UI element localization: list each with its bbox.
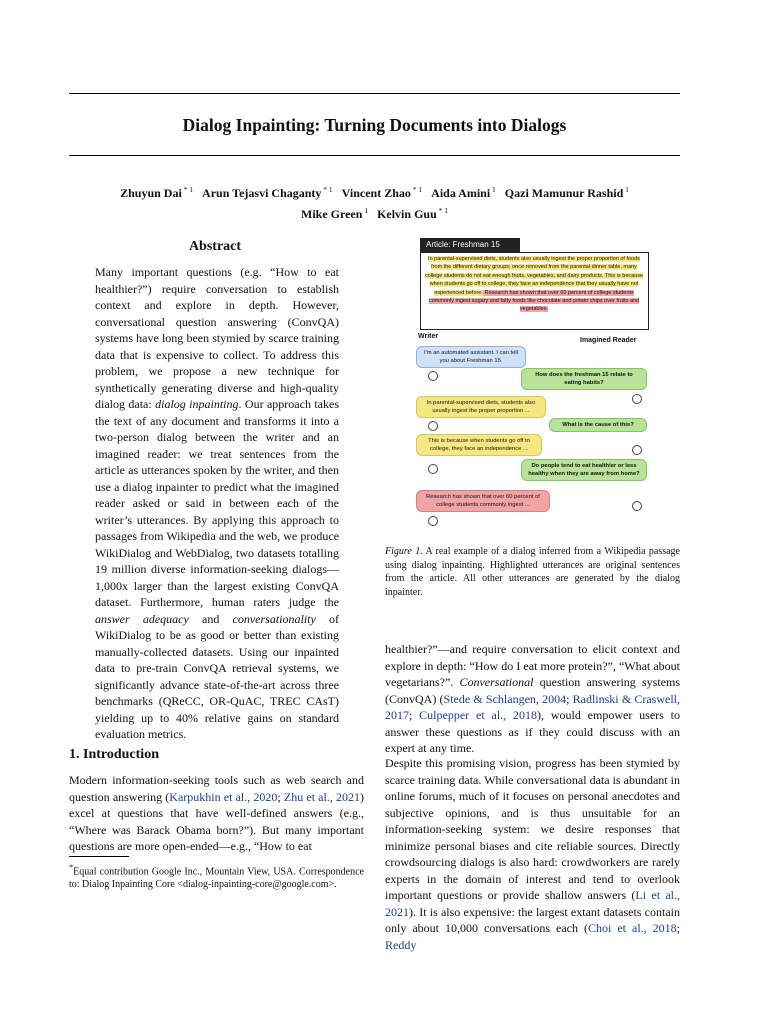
reader-label: Imagined Reader (580, 337, 637, 344)
affiliation-mark: 1 (362, 206, 369, 215)
intro-text-1: Modern information-seeking tools such as web search and question answering ( (69, 773, 364, 804)
citation-link[interactable]: Zhu et al., 2021 (283, 789, 360, 804)
author-name: Mike Green (301, 207, 363, 221)
article-sentence-1: In parental-supervised diets, students also usually ingest the proper proportion of foods from the different dietary groups; once removed from the parental dinner table, many college students do not eat enough fruits, vegetables, and dairy products. (424, 256, 640, 279)
reader-question-2: What is the cause of this? (549, 418, 647, 432)
abstract-emph-dialog-inpainting: dialog inpainting (155, 397, 239, 411)
right-text-2: question answering systems (ConvQA) ( (385, 675, 680, 706)
writer-utterance-3: This is because when students go off to college, they face an independence ... (416, 434, 542, 456)
top-rule (69, 93, 680, 94)
citation-link[interactable]: Choi et al., 2018 (587, 921, 677, 935)
right-text-7: ). It is also expensive: the largest extant datasets contain only about 10,000 conversations each ( (385, 904, 680, 935)
article-sentence-3: Research has shown that over 60 percent of college students commonly ingest sugary and fatty foods like chocolate and potato chips over fruits and vegetables. (428, 289, 640, 313)
abstract-text-4: of WikiDialog to be as good or better than existing manually-collected datasets. Using our inpainted data to pre-train ConvQA retrieval systems, we significantly advance state-of-the-art across three benchmarks (QReCC, OR-QuAC, TREC CAsT) yielding up to 40% relative gains on standard evaluation metrics. (95, 611, 339, 741)
right-text-3: ; (566, 691, 573, 706)
right-text-1: healthier?”—and require conversation to elicit context and explore in depth: “How do I eat more protein?”, “What about vegetarians?”. (385, 642, 680, 689)
abstract-heading: Abstract (188, 239, 242, 254)
author-name: Vincent Zhao (341, 186, 411, 200)
right-text-5: ), would empower users to answer these questions as if they could discuss with an expert at any time. (385, 708, 680, 755)
figure-caption (385, 545, 680, 599)
writer-label: Writer (418, 333, 439, 340)
right-paragraph-2 (385, 755, 680, 953)
author-name: Aida Amini (431, 186, 491, 200)
citation-link[interactable]: Radlinski & Craswell, 2017 (385, 691, 681, 722)
abstract-text-1: Many important questions (e.g. “How to eat healthier?”) require conversation to establish context and explore in depth. However, conversational question answering (ConvQA) systems have long been stymied by scarce training data that is expensive to collect. To address this problem, we propose a new technique for synthetically generating diverse and high-quality dialog data: (95, 265, 339, 411)
abstract-text-3: and (188, 611, 233, 626)
affiliation-mark: 1 (623, 185, 629, 194)
affiliation-mark: * 1 (410, 185, 423, 194)
author-line-2 (69, 202, 680, 223)
affiliation-mark: 1 (490, 185, 496, 194)
writer-avatar-icon (428, 464, 438, 474)
reader-question-3: Do people tend to eat healthier or less healthy when they are away from home? (521, 459, 647, 481)
reader-question-1: How does the freshman 15 relate to eating habits? (521, 368, 647, 390)
right-text-4: ; (409, 708, 420, 722)
footnote-rule (69, 856, 129, 857)
right-text-8: ; (676, 921, 680, 935)
right-emph-conversational: Conversational (459, 675, 534, 689)
figure-1 (412, 238, 650, 538)
title-bottom-rule (69, 155, 680, 156)
abstract-text-2: . Our approach takes the text of any document and transforms it into a two-person dialog between the writer and an imagined reader: we treat sentences from the article as utterances spoken by the writer, and then use a dialog inpainter to predict what the imagined reader asked or said in between each of the writer’s utterances. By applying this approach to passages from Wikipedia and the web, we produce WikiDialog and WebDialog, two datasets totalling 19 million diverse information-seeking dialogs—1,000x larger than the largest existing ConvQA dataset. Furthermore, human raters judge the (95, 397, 339, 609)
caption-text: A real example of a dialog inferred from a Wikipedia passage using dialog inpainting. Highlighted utterances are original sentences from the article. All other utterances are generated by the dialog inpainter. (385, 546, 680, 598)
intro-text-3: ) excel at questions that have well-defined answers (e.g., “Where was Barack Obama born?”). But many important questions are more open-ended—e.g., “How to eat (69, 789, 364, 853)
affiliation-mark: * 1 (321, 185, 333, 194)
intro-paragraph (69, 772, 364, 855)
footnote-text: Equal contribution Google Inc., Mountain View, USA. Correspondence to: Dialog Inpainting Core <dialog-inpainting-core@google.com>. (69, 866, 364, 891)
writer-avatar-icon (428, 421, 438, 431)
citation-link[interactable]: Karpukhin et al., 2020 (169, 789, 278, 804)
footnote-star-mark: * (69, 863, 74, 872)
abstract-text (95, 264, 339, 743)
affiliation-mark: * 1 (181, 185, 194, 194)
citation-link[interactable]: Culpepper et al., 2018 (419, 708, 537, 722)
article-sentence-2: This is because when students go off to college, they face an independence that they usually have not experienced before. (429, 272, 644, 296)
reader-avatar-icon (632, 394, 642, 404)
citation-link[interactable]: Reddy (385, 937, 417, 952)
writer-avatar-icon (428, 371, 438, 381)
article-label: Article: Freshman 15 (420, 238, 520, 252)
author-name: Arun Tejasvi Chaganty (202, 186, 322, 200)
reader-avatar-icon (632, 501, 642, 511)
article-text (423, 255, 645, 314)
author-name: Zhuyun Dai (120, 186, 182, 200)
citation-link[interactable]: Li et al., 2021 (385, 888, 681, 919)
citation-link[interactable]: Stede & Schlangen, 2004 (443, 691, 567, 706)
caption-label: Figure 1. (385, 546, 423, 557)
author-name: Qazi Mamunur Rashid (504, 186, 624, 200)
right-text-6: Despite this promising vision, progress has been stymied by scarce training data. While conversational data is abundant in online forums, much of it focuses on personal anecdotes and subjective opinions, and is thus unsuitable for an information-seeking system: we desire responses that minimize personal biases and cite reliable sources. Directly crowdsourcing dialogs is also hard: crowdworkers are rarely experts in the domain of interest and tend to overlook important questions or provide shallow answers ( (385, 756, 680, 902)
writer-avatar-icon (428, 516, 438, 526)
right-paragraph-1 (385, 641, 680, 757)
abstract-emph-conversationality: conversationality (232, 611, 316, 626)
writer-utterance-1: I'm an automated assistant. I can tell you about Freshman 15. (416, 346, 526, 368)
reader-avatar-icon (632, 445, 642, 455)
footnote (69, 861, 364, 891)
author-list (69, 181, 680, 223)
intro-heading: 1. Introduction (69, 747, 159, 762)
writer-utterance-2: In parental-supervised diets, students also usually ingest the proper proportion ... (416, 396, 546, 418)
writer-utterance-4: Research has shown that over 60 percent of college students commonly ingest ... (416, 490, 550, 512)
abstract-emph-answer-adequacy: answer adequacy (95, 611, 189, 626)
author-name: Kelvin Guu (377, 207, 437, 221)
author-line-1 (69, 181, 680, 202)
intro-text-2: ; (277, 789, 284, 804)
paper-title: Dialog Inpainting: Turning Documents into Dialogs (182, 115, 567, 135)
article-box (420, 252, 649, 330)
affiliation-mark: * 1 (436, 206, 448, 215)
